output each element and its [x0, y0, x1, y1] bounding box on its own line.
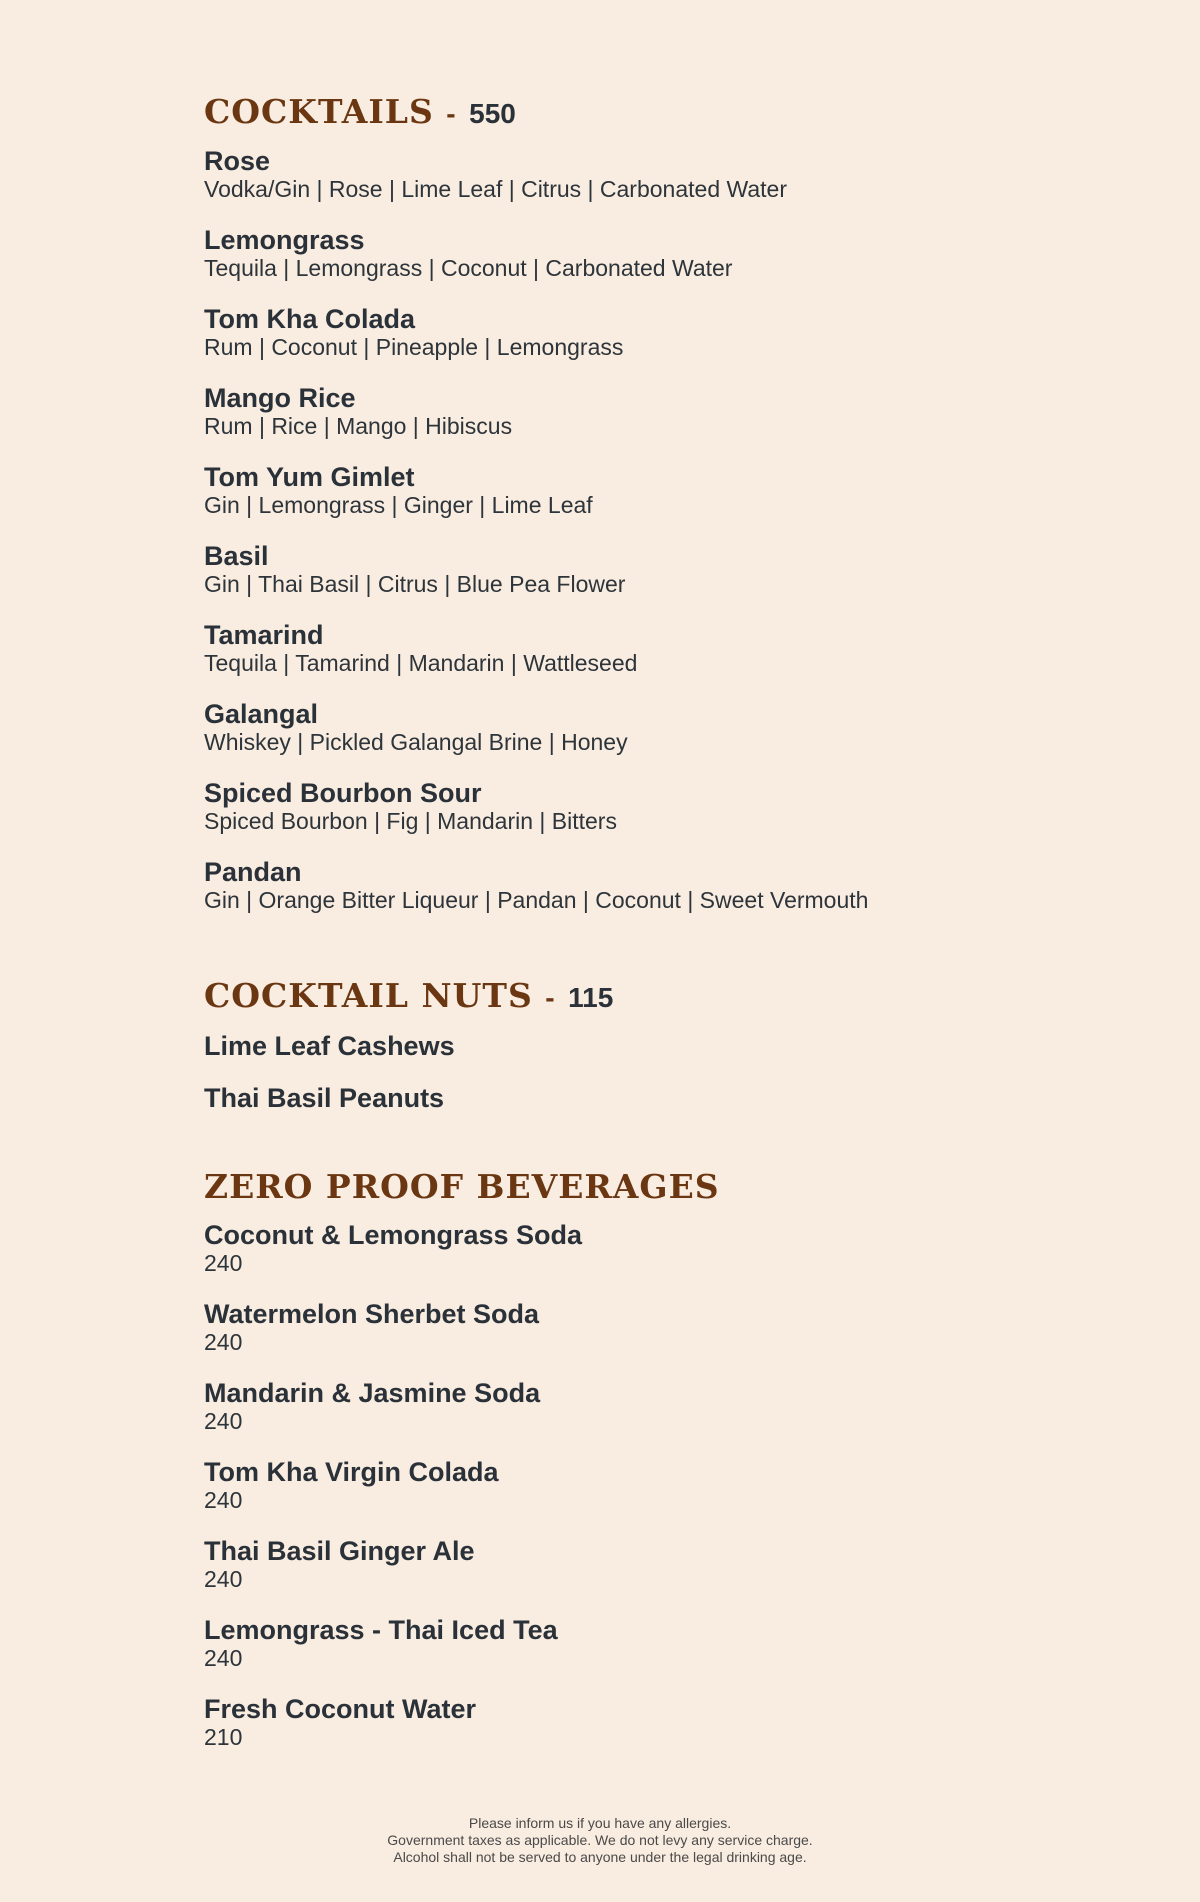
menu-item: [204, 1299, 1104, 1356]
item-name: Lemongrass - Thai Iced Tea: [204, 1615, 558, 1645]
item-name: Thai Basil Peanuts: [204, 1083, 445, 1113]
item-name: Tom Yum Gimlet: [204, 462, 415, 492]
item-price: 210: [204, 1724, 243, 1750]
alcohol-note: Alcohol shall not be served to anyone under the legal drinking age.: [393, 1849, 807, 1865]
item-description: Gin | Thai Basil | Citrus | Blue Pea Flower: [204, 571, 626, 597]
item-name: Basil: [204, 541, 269, 571]
section-title-zero-proof: ZERO PROOF BEVERAGES: [204, 1167, 720, 1206]
menu-item: [204, 778, 1104, 835]
item-description: Gin | Orange Bitter Liqueur | Pandan | Coconut | Sweet Vermouth: [204, 887, 869, 913]
item-name: Tamarind: [204, 620, 324, 650]
item-name: Spiced Bourbon Sour: [204, 778, 482, 808]
zero-proof-section: [204, 1163, 1104, 1751]
item-description: Tequila | Lemongrass | Coconut | Carbonated Water: [204, 255, 733, 281]
item-description: Spiced Bourbon | Fig | Mandarin | Bitters: [204, 808, 617, 834]
item-name: Rose: [204, 146, 271, 176]
item-price: 240: [204, 1250, 243, 1276]
menu-item: [204, 304, 1104, 361]
menu-item: [204, 1536, 1104, 1593]
menu-item: [204, 620, 1104, 677]
item-description: Whiskey | Pickled Galangal Brine | Honey: [204, 729, 628, 755]
price-separator: -: [545, 982, 556, 1013]
section-title-text: COCKTAILS: [204, 92, 434, 131]
menu-item: [204, 1457, 1104, 1514]
price-separator: -: [446, 98, 457, 129]
item-name: Pandan: [204, 857, 302, 887]
menu-item: [204, 1615, 1104, 1672]
item-name: Lime Leaf Cashews: [204, 1031, 455, 1061]
item-price: 240: [204, 1329, 243, 1355]
menu-item: [204, 857, 1104, 914]
item-name: Mango Rice: [204, 383, 356, 413]
item-description: Tequila | Tamarind | Mandarin | Wattleseed: [204, 650, 638, 676]
menu-item: [204, 1083, 1104, 1113]
item-name: Mandarin & Jasmine Soda: [204, 1378, 541, 1408]
item-description: Gin | Lemongrass | Ginger | Lime Leaf: [204, 492, 593, 518]
section-title-text: COCKTAIL NUTS: [204, 976, 533, 1015]
item-name: Tom Kha Colada: [204, 304, 416, 334]
item-price: 240: [204, 1645, 243, 1671]
allergy-note: Please inform us if you have any allergies.: [468, 1815, 732, 1831]
item-description: Rum | Coconut | Pineapple | Lemongrass: [204, 334, 624, 360]
section-price: 550: [469, 98, 516, 129]
menu-item: [204, 146, 1104, 203]
menu-item: [204, 1220, 1104, 1277]
section-title-nuts: [204, 972, 1104, 1020]
item-price: 240: [204, 1566, 243, 1592]
item-price: 240: [204, 1408, 243, 1434]
item-name: Galangal: [204, 699, 319, 729]
menu-item: [204, 699, 1104, 756]
item-name: Fresh Coconut Water: [204, 1694, 477, 1724]
tax-note: Government taxes as applicable. We do not levy any service charge.: [387, 1832, 813, 1848]
section-title-cocktails: [204, 88, 1104, 136]
item-description: Rum | Rice | Mango | Hibiscus: [204, 413, 513, 439]
footer-notes: [0, 1815, 1200, 1866]
menu-item: [204, 383, 1104, 440]
menu-item: [204, 462, 1104, 519]
item-name: Tom Kha Virgin Colada: [204, 1457, 499, 1487]
item-name: Watermelon Sherbet Soda: [204, 1299, 540, 1329]
item-name: Lemongrass: [204, 225, 365, 255]
menu-item: [204, 1694, 1104, 1751]
menu-item: [204, 1378, 1104, 1435]
section-price: 115: [568, 982, 614, 1013]
cocktails-section: [204, 88, 1104, 914]
menu-item: [204, 1031, 1104, 1061]
item-name: Coconut & Lemongrass Soda: [204, 1220, 583, 1250]
item-price: 240: [204, 1487, 243, 1513]
menu-item: [204, 225, 1104, 282]
item-description: Vodka/Gin | Rose | Lime Leaf | Citrus | Carbonated Water: [204, 176, 787, 202]
menu-item: [204, 541, 1104, 598]
cocktail-nuts-section: [204, 972, 1104, 1113]
item-name: Thai Basil Ginger Ale: [204, 1536, 475, 1566]
menu: [204, 88, 1104, 1751]
